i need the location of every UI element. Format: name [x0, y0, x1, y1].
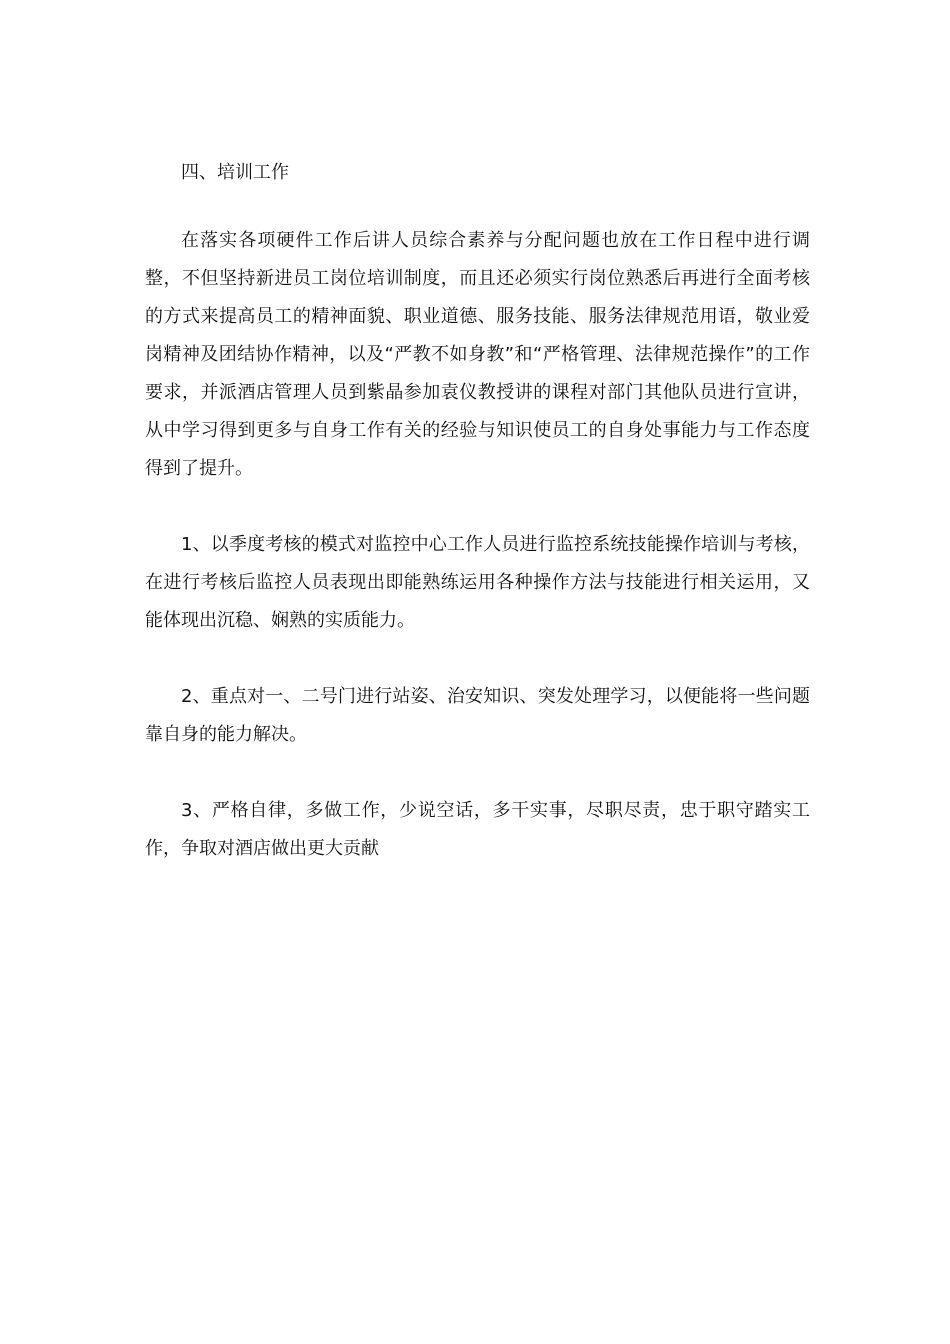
paragraph-main: 在落实各项硬件工作后讲人员综合素养与分配问题也放在工作日程中进行调整，不但坚持新进员工岗位培训制度，而且还必须实行岗位熟悉后再进行全面考核的方式来提高员工的精神面貌、职业道德、服务技能、服务法律规范用语，敬业爱岗精神及团结协作精神，以及“严教不如身教”和“严格管理、法律规范操作”的工作要求，并派酒店管理人员到紫晶参加袁仪教授讲的课程对部门其他队员进行宣讲，从中学习得到更多与自身工作有关的经验与知识使员工的自身处事能力与工作态度得到了提升。 — [145, 230, 810, 479]
paragraph-item-2: 2、重点对一、二号门进行站姿、治安知识、突发处理学习，以便能将一些问题靠自身的能力解决。 — [145, 686, 810, 745]
paragraph-item-3: 3、严格自律，多做工作，少说空话，多干实事，尽职尽责，忠于职守踏实工作，争取对酒店做出更大贡献 — [145, 800, 810, 859]
section-heading: 四、培训工作 — [181, 162, 289, 183]
paragraph-item-1: 1、以季度考核的模式对监控中心工作人员进行监控系统技能操作培训与考核，在进行考核后监控人员表现出即能熟练运用各种操作方法与技能进行相关运用，又能体现出沉稳、娴熟的实质能力。 — [145, 534, 810, 631]
document-body — [145, 156, 810, 868]
